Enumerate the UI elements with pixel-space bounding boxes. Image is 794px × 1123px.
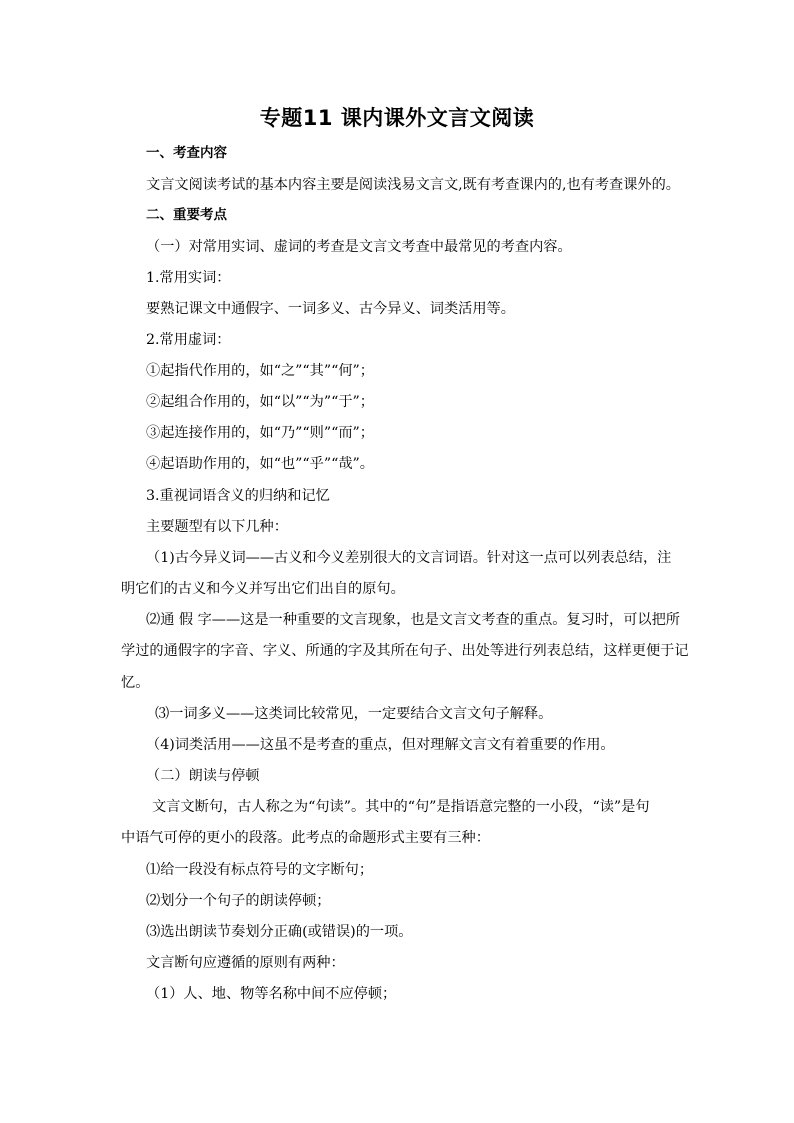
paragraph-line: 要熟记课文中通假字、一词多义、古今异义、词类活用等。 bbox=[146, 301, 515, 317]
list-heading: 1.常用实词： bbox=[146, 270, 231, 286]
list-item: ⑴给一段没有标点符号的文字断句； bbox=[146, 862, 374, 878]
list-item: ⑵划分一个句子的朗读停顿； bbox=[146, 893, 331, 909]
subsection-heading: （二）朗读与停顿 bbox=[146, 768, 260, 784]
paragraph-line: 忆。 bbox=[121, 675, 150, 691]
paragraph-line: ⑵通 假 字——这是一种重要的文言现象，也是文言文考查的重点。复习时，可以把所 bbox=[146, 612, 680, 628]
subsection-heading: （一）对常用实词、虚词的考查是文言文考查中最常见的考查内容。 bbox=[146, 239, 572, 255]
paragraph-line: 文言断句应遵循的原则有两种： bbox=[146, 955, 345, 971]
paragraph-line: 文言文阅读考试的基本内容主要是阅读浅易文言文,既有考查课内的,也有考查课外的。 bbox=[146, 177, 680, 193]
list-item: （1）人、地、物等名称中间不应停顿； bbox=[146, 986, 397, 1002]
paragraph-line: 学过的通假字的字音、字义、所通的字及其所在句子、出处等进行列表总结，这样更便于记 bbox=[121, 643, 689, 659]
paragraph-line: ⑶一词多义——这类词比较常见，一定要结合文言文句子解释。 bbox=[155, 706, 553, 722]
list-heading: 3.重视词语含义的归纳和记忆 bbox=[146, 488, 330, 504]
paragraph-line: 文言文断句，古人称之为“句读”。其中的“句”是指语意完整的一小段，“读”是句 bbox=[152, 799, 650, 815]
section-heading-1: 一、考查内容 bbox=[146, 145, 227, 161]
list-item: ②起组合作用的，如“以”“为”“于”； bbox=[146, 394, 374, 410]
page-title: 专题11 课内课外文言文阅读 bbox=[259, 106, 535, 130]
list-item: ⑶选出朗读节奏划分正确(或错误)的一项。 bbox=[146, 924, 413, 940]
paragraph-line: 明它们的古义和今义并写出它们出自的原句。 bbox=[121, 581, 405, 597]
list-heading: 2.常用虚词： bbox=[146, 332, 231, 348]
list-item: ③起连接作用的，如“乃”“则”“而”； bbox=[146, 425, 374, 441]
paragraph-line: 主要题型有以下几种： bbox=[146, 519, 288, 535]
list-item: ①起指代作用的，如“之”“其”“何”； bbox=[146, 363, 374, 379]
paragraph-line: 中语气可停的更小的段落。此考点的命题形式主要有三种： bbox=[121, 830, 490, 846]
paragraph-line: （1)古今异义词——古义和今义差别很大的文言词语。针对这一点可以列表总结，注 bbox=[146, 550, 672, 566]
paragraph-line: （4)词类活用——这虽不是考查的重点，但对理解文言文有着重要的作用。 bbox=[146, 737, 615, 753]
list-item: ④起语助作用的，如“也”“乎”“哉”。 bbox=[146, 456, 374, 472]
section-heading-2: 二、重要考点 bbox=[146, 207, 227, 223]
